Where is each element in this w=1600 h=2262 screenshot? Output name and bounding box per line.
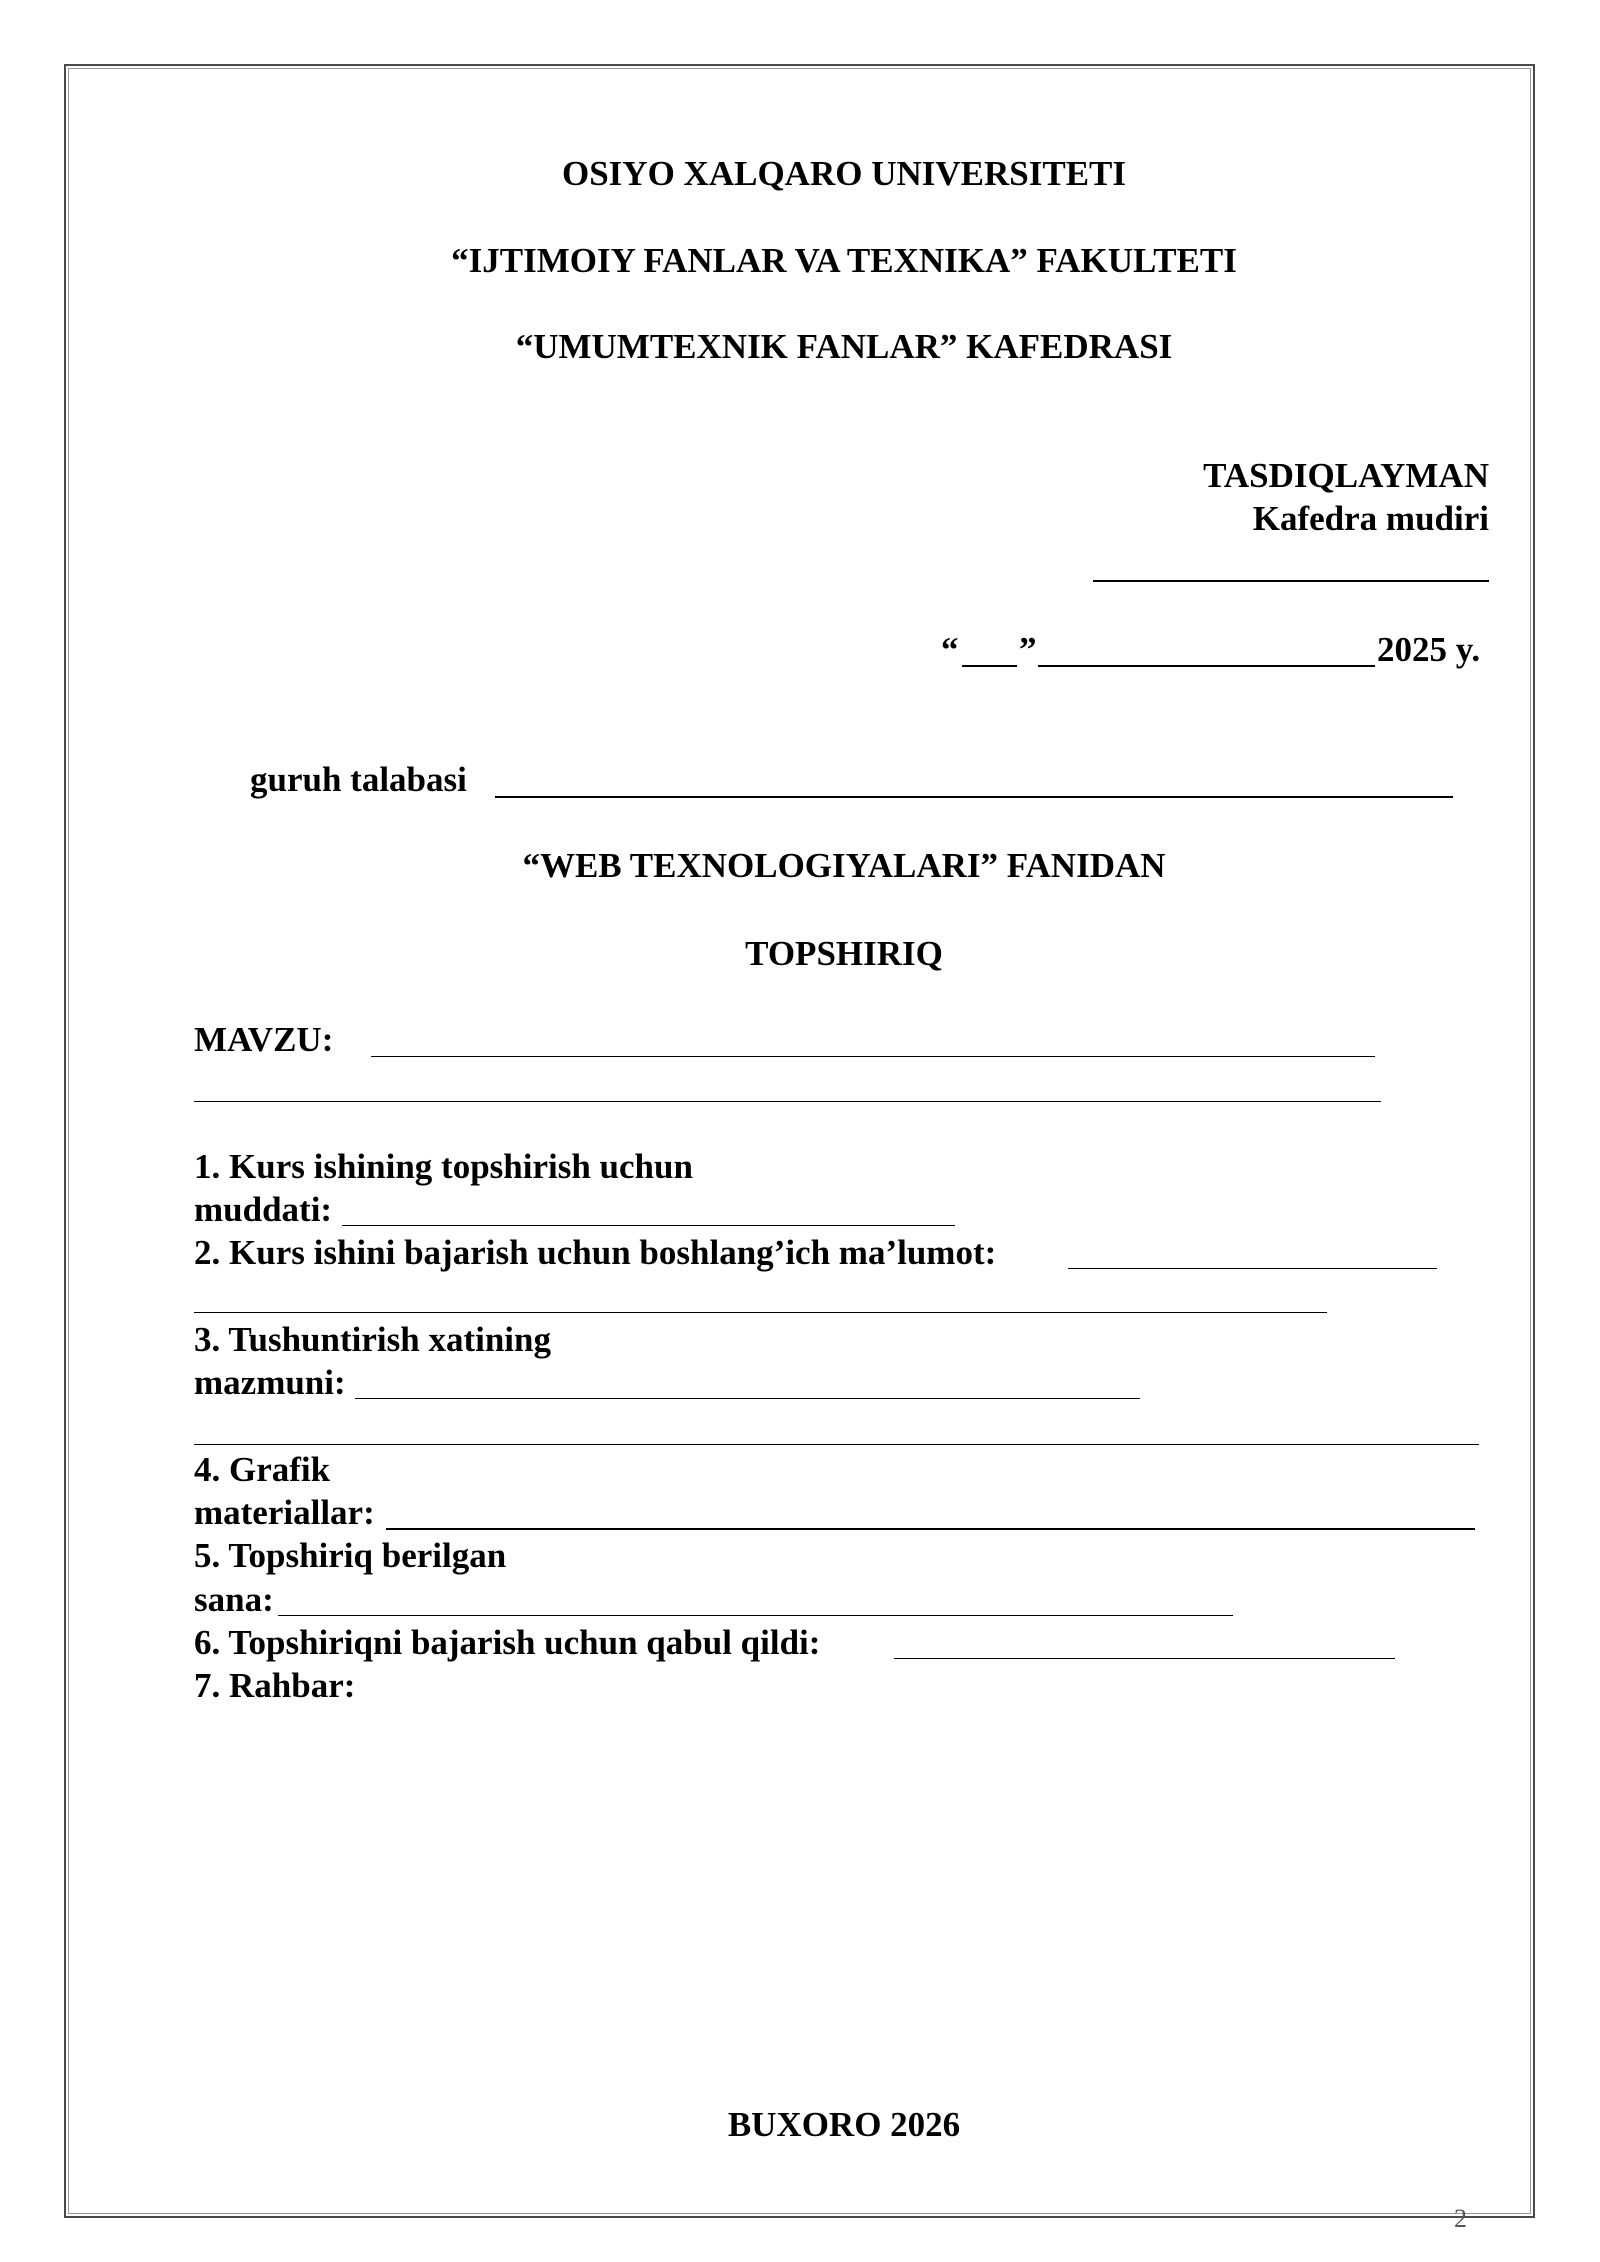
faculty-name: “IJTIMOIY FANLAR VA TEXNIKA” FAKULTETI: [451, 241, 1237, 280]
item-1-deadline-line: [342, 1225, 955, 1226]
item-1-label: 1. Kurs ishining topshirish uchun: [194, 1147, 693, 1186]
item-7-label: 7. Rahbar:: [194, 1666, 356, 1705]
date-month-blank: [1038, 665, 1375, 667]
department-name: “UMUMTEXNIK FANLAR” KAFEDRASI: [515, 327, 1173, 366]
item-6-line: [894, 1658, 1395, 1659]
page-number: 2: [1454, 2204, 1467, 2233]
student-name-line: [495, 796, 1453, 798]
topic-line-2: [194, 1101, 1381, 1102]
item-3-line-1: [355, 1398, 1140, 1399]
item-5-label-cont: sana:: [194, 1580, 274, 1619]
signature-line: [1093, 580, 1489, 582]
date-open-quote: “: [941, 630, 959, 669]
student-group-label: guruh talabasi: [250, 760, 467, 799]
item-4-graphics-line: [386, 1528, 1475, 1530]
item-4-label-cont: materiallar:: [194, 1493, 375, 1532]
item-2-label: 2. Kurs ishini bajarish uchun boshlang’ich ma’lumot:: [194, 1233, 997, 1272]
item-5-label: 5. Topshiriq berilgan: [194, 1536, 507, 1575]
item-6-label: 6. Topshiriqni bajarish uchun qabul qildi:: [194, 1623, 821, 1662]
item-3-label-cont: mazmuni:: [194, 1363, 346, 1402]
item-3-line-2: [194, 1444, 1479, 1445]
topic-label: MAVZU:: [194, 1020, 334, 1059]
item-2-line-1: [1068, 1268, 1437, 1269]
item-2-line-2: [194, 1312, 1327, 1313]
page-border-inner: [68, 68, 1531, 2214]
item-1-label-cont: muddati:: [194, 1190, 333, 1229]
approval-role: Kafedra mudiri: [1252, 499, 1489, 538]
date-year: 2025 y.: [1377, 630, 1481, 669]
date-close-quote: ”: [1019, 630, 1037, 669]
footer-city-year: BUXORO 2026: [727, 2105, 961, 2144]
university-name: OSIYO XALQARO UNIVERSITETI: [561, 154, 1127, 193]
date-day-blank: [962, 665, 1017, 667]
subject-title: “WEB TEXNOLOGIYALARI” FANIDAN: [522, 846, 1166, 885]
topic-line-1: [371, 1056, 1375, 1057]
item-3-label: 3. Tushuntirish xatining: [194, 1320, 551, 1359]
approval-title: TASDIQLAYMAN: [1203, 456, 1489, 495]
item-5-date-line: [278, 1615, 1233, 1616]
item-4-label: 4. Grafik: [194, 1450, 331, 1489]
document-type: TOPSHIRIQ: [745, 934, 943, 973]
